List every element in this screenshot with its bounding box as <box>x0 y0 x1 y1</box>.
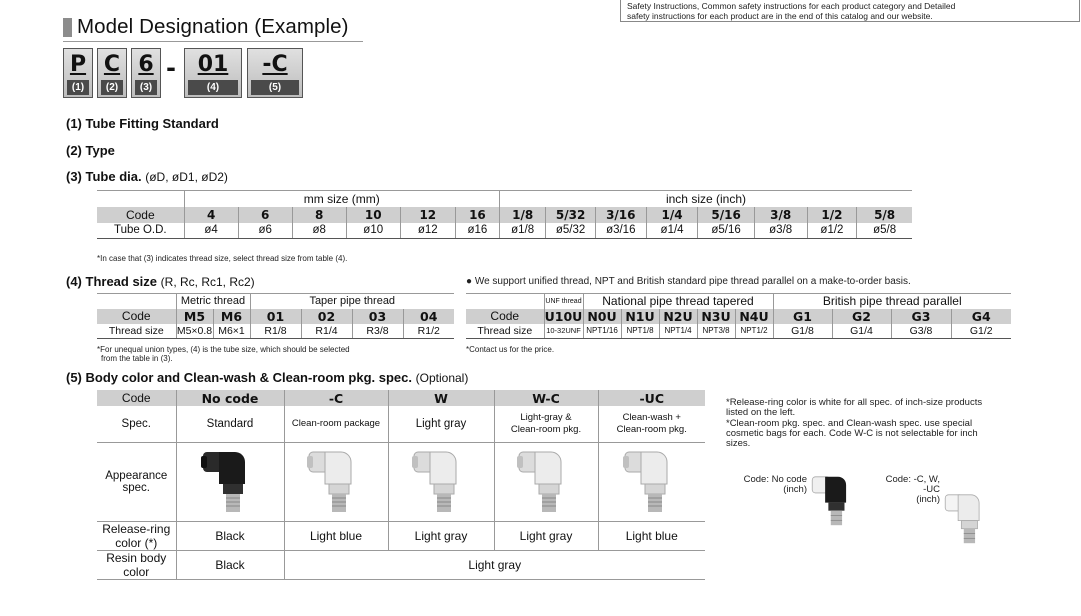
ring-color: Black <box>176 521 284 550</box>
thread-size-label: Thread size <box>97 324 176 339</box>
section-2-heading: (2) Type <box>66 143 115 158</box>
code-label: Code <box>97 390 176 406</box>
body-code: W <box>388 390 494 406</box>
thread-code: U10U <box>544 308 583 324</box>
black-fitting-inch-icon <box>809 470 859 532</box>
tube-code-row <box>97 207 912 223</box>
body-code: -UC <box>598 390 705 406</box>
tube-code: 3/16 <box>595 207 646 223</box>
code-box-number: (2) <box>101 80 123 95</box>
thread-size: R1/2 <box>403 324 454 339</box>
thread-size: NPT1/8 <box>621 324 659 339</box>
ring-color: Light gray <box>494 521 598 550</box>
thread-code: N0U <box>583 309 621 324</box>
section-4-title: (4) Thread size <box>66 274 158 289</box>
resin-color: Light gray <box>284 550 705 579</box>
thread-code: 04 <box>403 309 454 324</box>
section-3-subtitle: (øD, øD1, øD2) <box>145 170 228 184</box>
section-3-heading <box>66 169 228 184</box>
safety-line-2: safety instructions for each product are in the end of this catalog and our website. <box>627 11 933 21</box>
tube-od: ø1/2 <box>807 223 857 239</box>
fitting-image-white <box>388 442 494 521</box>
body-color-table <box>97 390 705 580</box>
tube-od: ø5/16 <box>698 223 754 239</box>
tube-code: 1/2 <box>807 207 857 223</box>
white-fitting-inch-icon <box>942 488 992 550</box>
white-fitting-icon <box>621 446 683 518</box>
tube-table-header-row <box>97 191 912 207</box>
thread-size: NPT1/16 <box>583 324 621 339</box>
thread-size: M5×0.8 <box>176 324 213 337</box>
code-box-number: (5) <box>251 80 299 95</box>
thread-size-table-special <box>466 293 1011 339</box>
price-note: *Contact us for the price. <box>466 345 555 354</box>
spec-value: Clean-room package <box>284 406 388 442</box>
code-box-5 <box>247 48 303 98</box>
resin-color: Black <box>176 550 284 579</box>
code-separator: - <box>166 54 176 82</box>
side-notes: *Release-ring color is white for all spec. of inch-size products listed on the left. *Clean-room pkg. spec. and Clean-wash spec. use special cosmetic bags for each. Code W-C is not selectable for inch sizes. <box>726 397 983 449</box>
section-5-heading <box>66 370 468 385</box>
tube-od-row <box>97 223 912 239</box>
tube-od-label: Tube O.D. <box>97 223 184 239</box>
fitting-image-white <box>494 442 598 521</box>
spec-label: Spec. <box>97 406 176 442</box>
tube-od: ø16 <box>455 223 499 239</box>
thread-size: G3/8 <box>891 324 951 339</box>
title-divider <box>63 41 363 42</box>
caption-c-w-uc: Code: -C, W, -UC (inch) <box>885 474 940 505</box>
fitting-image-white <box>598 442 705 521</box>
caption-no-code: Code: No code (inch) <box>743 474 807 495</box>
section-1-heading: (1) Tube Fitting Standard <box>66 116 219 131</box>
thread-code: G1 <box>773 309 832 324</box>
tube-od: ø3/16 <box>595 223 646 239</box>
british-thread-header: British pipe thread parallel <box>773 294 1011 309</box>
thread-size: NPT1/2 <box>735 324 773 339</box>
body-code: -C <box>284 390 388 406</box>
fitting-image-white <box>284 442 388 521</box>
thread-code: N1U <box>621 309 659 324</box>
ring-color: Light gray <box>388 521 494 550</box>
thread-code: G4 <box>951 309 1011 324</box>
code-box-letter: P <box>69 52 87 77</box>
title-bar-icon <box>63 18 72 37</box>
thread-size: G1/8 <box>773 324 832 339</box>
ring-color: Light blue <box>284 521 388 550</box>
make-to-order-note: ● We support unified thread, NPT and British standard pipe thread parallel on a make-to-order basis. <box>466 276 911 287</box>
tube-code: 6 <box>238 207 292 223</box>
page-title-text: Model Designation (Example) <box>77 15 349 38</box>
section-5-subtitle: (Optional) <box>415 371 469 385</box>
taper-pipe-thread-header: Taper pipe thread <box>250 294 454 309</box>
tube-od: ø10 <box>346 223 400 239</box>
safety-instructions-box <box>620 0 1080 22</box>
fitting-image-black <box>176 442 284 521</box>
thread-table-note <box>97 345 350 363</box>
thread-size: G1/4 <box>832 324 891 339</box>
tube-od: ø3/8 <box>754 223 807 239</box>
tube-dia-table <box>97 190 912 239</box>
section-5-title: (5) Body color and Clean-wash & Clean-room pkg. spec. <box>66 370 413 385</box>
tube-od: ø1/4 <box>646 223 698 239</box>
npt-header: National pipe thread tapered <box>583 294 773 309</box>
code-label: Code <box>97 207 184 223</box>
code-box-letter: -C <box>262 52 288 77</box>
tube-code: 1/4 <box>646 207 698 223</box>
tube-od: ø5/32 <box>546 223 596 239</box>
thread-code: 01 <box>250 309 301 324</box>
safety-line-1: Safety Instructions, Common safety instructions for each product category and Detailed <box>627 1 956 11</box>
code-label: Code <box>466 309 544 324</box>
white-fitting-icon <box>515 446 577 518</box>
thread-code: M5 <box>176 309 213 324</box>
thread-size: 10-32UNF <box>544 324 583 339</box>
code-box-number: (1) <box>67 80 89 95</box>
section-4-heading <box>66 274 255 289</box>
tube-code: 5/32 <box>546 207 596 223</box>
resin-body-label: Resin body color <box>97 550 176 579</box>
spec-value: Light-gray & Clean-room pkg. <box>494 406 598 442</box>
section-4-subtitle: (R, Rc, Rc1, Rc2) <box>160 275 255 289</box>
thread-size: G1/2 <box>951 324 1011 339</box>
code-box-number: (4) <box>188 80 238 95</box>
tube-code: 16 <box>455 207 499 223</box>
thread-size: NPT1/4 <box>659 324 697 339</box>
black-fitting-icon <box>199 446 261 518</box>
thread-note-line-1: *For unequal union types, (4) is the tube size, which should be selected <box>97 345 350 354</box>
tube-od: ø1/8 <box>499 223 545 239</box>
tube-code: 8 <box>292 207 346 223</box>
tube-code: 12 <box>400 207 455 223</box>
metric-thread-header: Metric thread <box>176 294 250 309</box>
tube-od: ø6 <box>238 223 292 239</box>
thread-size: R1/8 <box>250 324 301 339</box>
mm-size-header: mm size (mm) <box>184 191 499 207</box>
spec-value: Standard <box>176 406 284 442</box>
code-label: Code <box>97 309 176 324</box>
tube-code: 10 <box>346 207 400 223</box>
tube-code: 5/8 <box>857 207 912 223</box>
tube-table-note: *In case that (3) indicates thread size, select thread size from table (4). <box>97 254 348 263</box>
section-3-title: (3) Tube dia. <box>66 169 142 184</box>
thread-code: N4U <box>735 309 773 324</box>
code-box-3 <box>131 48 161 98</box>
thread-size: M6×1 <box>213 324 250 339</box>
thread-code: G2 <box>832 309 891 324</box>
thread-code: G3 <box>891 309 951 324</box>
thread-size: NPT3/8 <box>697 324 735 339</box>
tube-code: 5/16 <box>698 207 754 223</box>
thread-code: N3U <box>697 309 735 324</box>
thread-code: N2U <box>659 309 697 324</box>
white-fitting-icon <box>410 446 472 518</box>
tube-code: 4 <box>184 207 238 223</box>
inch-size-header: inch size (inch) <box>499 191 912 207</box>
tube-code: 3/8 <box>754 207 807 223</box>
code-box-letter: C <box>103 52 121 77</box>
thread-code: 03 <box>352 309 403 324</box>
spec-value: Light gray <box>388 406 494 442</box>
ring-color: Light blue <box>598 521 705 550</box>
thread-size: R1/4 <box>301 324 352 339</box>
page-title <box>63 15 349 39</box>
tube-od: ø12 <box>400 223 455 239</box>
code-box-letter: 01 <box>197 52 229 77</box>
release-ring-label: Release-ring color (*) <box>97 521 176 550</box>
thread-size-label: Thread size <box>466 324 544 339</box>
white-fitting-icon <box>305 446 367 518</box>
unf-thread-header: UNF thread <box>544 294 583 309</box>
tube-od: ø4 <box>184 223 238 239</box>
code-box-letter: 6 <box>138 52 154 77</box>
thread-code: 02 <box>301 309 352 324</box>
appearance-label: Appearance spec. <box>97 442 176 521</box>
code-box-4 <box>184 48 242 98</box>
thread-note-line-2: from the table in (3). <box>101 354 173 363</box>
code-box-1 <box>63 48 93 98</box>
tube-od: ø8 <box>292 223 346 239</box>
tube-code: 1/8 <box>499 207 545 223</box>
thread-size-table-metric <box>97 293 454 339</box>
body-code: W-C <box>494 390 598 406</box>
spec-value: Clean-wash + Clean-room pkg. <box>598 406 705 442</box>
code-box-2 <box>97 48 127 98</box>
thread-size: R3/8 <box>352 324 403 339</box>
tube-od: ø5/8 <box>857 223 912 239</box>
thread-code: M6 <box>213 309 250 324</box>
body-code: No code <box>176 390 284 406</box>
code-box-number: (3) <box>135 80 157 95</box>
